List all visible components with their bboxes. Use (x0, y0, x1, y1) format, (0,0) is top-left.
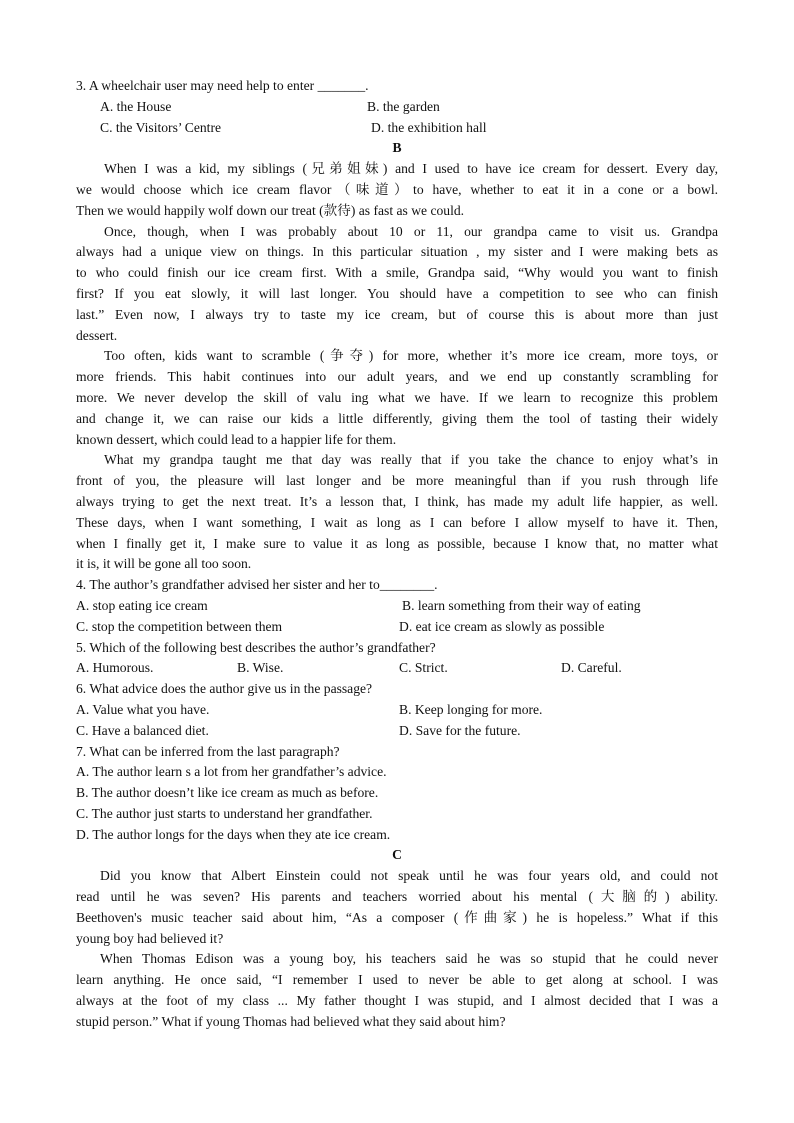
passage-line: What my grandpa taught me that day was really that if you take the chance to enjoy what’s in (104, 452, 718, 468)
question-4 (76, 575, 718, 596)
option-a: A. the House (100, 98, 172, 114)
option-c: C. Have a balanced diet. (76, 722, 209, 738)
passage-line: dessert. (76, 327, 118, 343)
passage-line: stupid person.” What if young Thomas had believed what they said about him? (76, 1013, 506, 1029)
passage-line: known dessert, which could lead to a happier life for them. (76, 431, 397, 447)
passage-line: we would choose which ice cream flavor（味道）to have, whether to eat it in a cone or a bowl. (76, 181, 718, 197)
question-5-options-row (76, 658, 718, 679)
passage-line: front of you, the pleasure will last longer and be more meaningful than if you rush through life (76, 473, 718, 489)
question-3 (76, 76, 718, 97)
passage-line: learn anything. He once said, “I remember I used to never be able to get along at school. I was (76, 972, 718, 988)
question-3-options-row-2 (76, 118, 718, 139)
option-c: C. The author just starts to understand her grandfather. (76, 805, 373, 821)
option-b: B. the garden (367, 98, 440, 114)
option-d: D. Careful. (561, 660, 622, 676)
option-b: B. learn something from their way of eating (402, 597, 641, 613)
passage-line: Did you know that Albert Einstein could not speak until he was four years old, and could not (100, 868, 718, 884)
question-4-text: 4. The author’s grandfather advised her sister and her to (76, 577, 380, 593)
question-3-blank: _______. (317, 78, 369, 93)
option-b: B. Keep longing for more. (399, 701, 543, 717)
option-a: A. Humorous. (76, 660, 154, 676)
passage-line: more. We never develop the skill of valu ing what we have. If we learn to recognize this problem (76, 389, 718, 405)
passage-line: last.” Even now, I always try to taste my ice cream, but of course this is about more than just (76, 306, 718, 322)
section-c-heading: C (392, 847, 402, 863)
section-c-passage (76, 866, 718, 1032)
passage-line: always had a unique view on things. In this particular situation , my sister and I were making bets as (76, 244, 718, 260)
passage-line: always trying to get the next treat. It’s a lesson that, I think, has made my adult life happier, as well. (76, 493, 718, 509)
passage-line: it is, it will be gone all too soon. (76, 556, 252, 572)
passage-line: Then we would happily wolf down our treat (款待) as fast as we could. (76, 202, 465, 218)
question-4-blank: ________. (379, 577, 438, 593)
option-a: A. Value what you have. (76, 701, 210, 717)
question-6-options-row-2 (76, 721, 718, 742)
section-b-heading: B (392, 140, 402, 156)
passage-line: read until he was seven? His parents and teachers worried about his mental (大脑的) ability. (76, 889, 718, 905)
passage-line: and change it, we can raise our kids a little differently, giving them the tool of tasting their widely (76, 410, 718, 426)
option-c: C. Strict. (399, 660, 448, 676)
passage-line: when I finally get it, I make sure to value it as long as possible, because I know that, no matter what (76, 535, 718, 551)
passage-line: Beethoven's music teacher said about him, “As a composer (作曲家) he is hopeless.” What if this (76, 909, 718, 925)
option-d: D. Save for the future. (399, 722, 521, 738)
option-d: D. the exhibition hall (371, 119, 487, 135)
passage-line: always at the foot of my class ... My father thought I was stupid, and I almost decided that I was a (76, 993, 718, 1009)
document-page (76, 76, 718, 1033)
option-c: C. stop the competition between them (76, 618, 283, 634)
passage-line: Too often, kids want to scramble (争夺) for more, whether it’s more ice cream, more toys, or (104, 348, 718, 364)
question-4-options-row-1 (76, 596, 718, 617)
section-b-passage (76, 159, 718, 575)
passage-line: young boy had believed it? (76, 930, 224, 946)
passage-line: to who could finish our ice cream first. With a smile, Grandpa said, “Why would you want to finish (76, 265, 718, 281)
passage-line: When Thomas Edison was a young boy, his teachers said he was so stupid that he could never (100, 951, 718, 967)
passage-line: These days, when I want something, I wait as long as I can before I allow myself to have it. Then, (76, 514, 718, 530)
question-6-options-row-1 (76, 700, 718, 721)
option-a: A. The author learn s a lot from her grandfather’s advice. (76, 764, 387, 780)
passage-line: first? If you eat slowly, it will last longer. You should have a competition to see who can finish (76, 285, 718, 301)
option-d: D. The author longs for the days when they ate ice cream. (76, 826, 391, 842)
passage-line: When I was a kid, my siblings (兄弟姐妹) and I used to have ice cream for dessert. Every day, (104, 161, 718, 177)
option-a: A. stop eating ice cream (76, 597, 208, 613)
option-d: D. eat ice cream as slowly as possible (399, 618, 605, 634)
question-3-text: 3. A wheelchair user may need help to enter (76, 78, 318, 93)
question-6: 6. What advice does the author give us in the passage? (76, 681, 373, 697)
question-4-options-row-2 (76, 617, 718, 638)
option-b: B. Wise. (237, 660, 284, 676)
question-5: 5. Which of the following best describes the author’s grandfather? (76, 639, 436, 655)
passage-line: more friends. This habit continues into our adult years, and we end up constantly scrambling for (76, 369, 718, 385)
question-7: 7. What can be inferred from the last paragraph? (76, 743, 340, 759)
option-c: C. the Visitors’ Centre (100, 119, 222, 135)
option-b: B. The author doesn’t like ice cream as much as before. (76, 785, 379, 801)
passage-line: Once, though, when I was probably about 10 or 11, our grandpa came to visit us. Grandpa (104, 223, 718, 239)
question-3-options-row-1 (76, 97, 718, 118)
